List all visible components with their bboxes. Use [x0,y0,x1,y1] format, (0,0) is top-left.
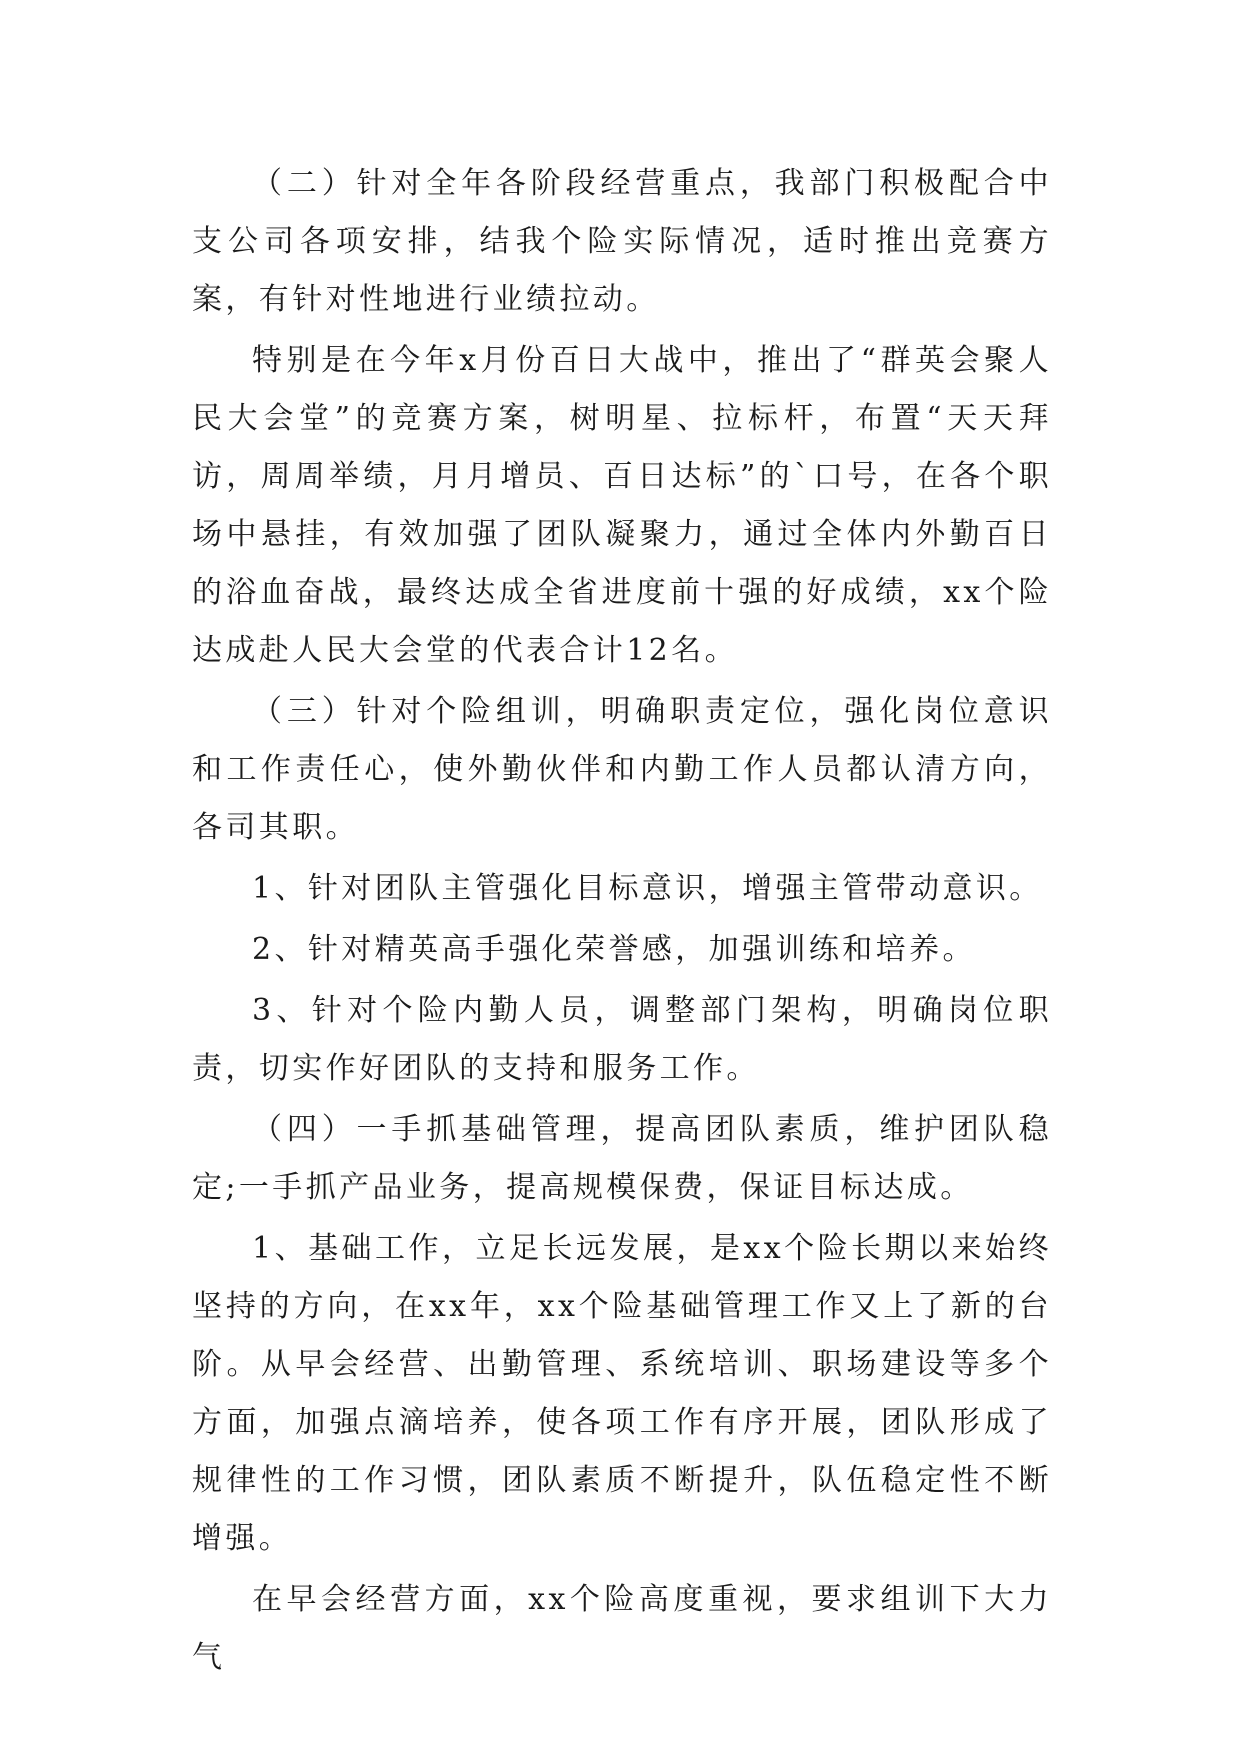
paragraph-morning-meeting: 在早会经营方面，xx个险高度重视，要求组训下大力气 [192,1582,1052,1675]
paragraph-section-2: （二）针对全年各阶段经营重点，我部门积极配合中支公司各项安排，结我个险实际情况，适时推出竞赛方案，有针对性地进行业绩拉动。 [192,166,1052,317]
paragraph-item-3: 3、针对个险内勤人员，调整部门架构，明确岗位职责，切实作好团队的支持和服务工作。 [192,993,1052,1086]
paragraph-section-3: （三）针对个险组训，明确职责定位，强化岗位意识和工作责任心，使外勤伙伴和内勤工作人员都认清方向，各司其职。 [192,694,1052,845]
paragraph-item-2: 2、针对精英高手强化荣誉感，加强训练和培养。 [252,932,976,967]
paragraph-foundation-work: 1、基础工作，立足长远发展，是xx个险长期以来始终坚持的方向，在xx年，xx个险基础管理工作又上了新的台阶。从早会经营、出勤管理、系统培训、职场建设等多个方面，加强点滴培养，使各项工作有序开展，团队形成了规律性的工作习惯，团队素质不断提升，队伍稳定性不断增强。 [192,1231,1052,1556]
document-body [192,155,1052,1687]
paragraph-section-4: （四）一手抓基础管理，提高团队素质，维护团队稳定;一手抓产品业务，提高规模保费，保证目标达成。 [192,1112,1052,1205]
paragraph-item-1: 1、针对团队主管强化目标意识，增强主管带动意识。 [252,871,1043,906]
paragraph-hundred-day-campaign: 特别是在今年x月份百日大战中，推出了“群英会聚人民大会堂”的竞赛方案，树明星、拉标杆，布置“天天拜访，周周举绩，月月增员、百日达标”的`口号，在各个职场中悬挂，有效加强了团队凝聚力，通过全体内外勤百日的浴血奋战，最终达成全省进度前十强的好成绩，xx个险达成赴人民大会堂的代表合计12名。 [192,343,1052,668]
